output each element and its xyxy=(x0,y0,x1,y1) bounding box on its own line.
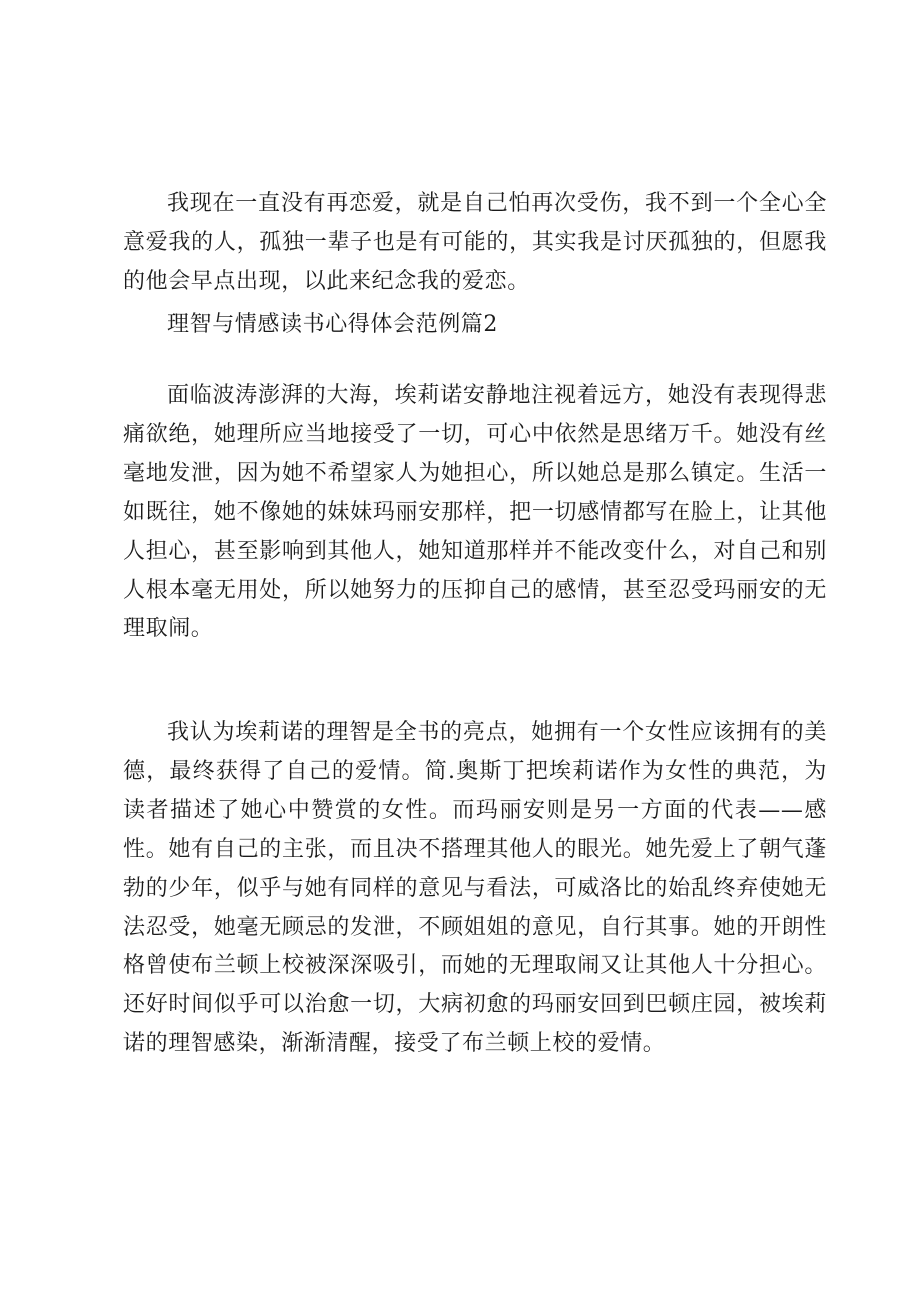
paragraph-1: 我现在一直没有再恋爱，就是自己怕再次受伤，我不到一个全心全意爱我的人，孤独一辈子也是有可能的，其实我是讨厌孤独的，但愿我的他会早点出现，以此来纪念我的爱恋。 xyxy=(123,191,827,294)
section-heading: 理智与情感读书心得体会范例篇2 xyxy=(167,312,498,337)
paragraph-2: 面临波涛澎湃的大海，埃莉诺安静地注视着远方，她没有表现得悲痛欲绝，她理所应当地接受了一切，可心中依然是思绪万千。她没有丝毫地发泄，因为她不希望家人为她担心，所以她总是那么镇定。生活一如既往，她不像她的妹妹玛丽安那样，把一切感情都写在脸上，让其他人担心，甚至影响到其他人，她知道那样并不能改变什么，对自己和别人根本毫无用处，所以她努力的压抑自己的感情，甚至忍受玛丽安的无理取闹。 xyxy=(123,383,827,642)
paragraph-3: 我认为埃莉诺的理智是全书的亮点，她拥有一个女性应该拥有的美德，最终获得了自己的爱情。简.奥斯丁把埃莉诺作为女性的典范，为读者描述了她心中赞赏的女性。而玛丽安则是另一方面的代表——感性。她有自己的主张，而且决不搭理其他人的眼光。她先爱上了朝气蓬勃的少年，似乎与她有同样的意见与看法，可威洛比的始乱终弃使她无法忍受，她毫无顾忌的发泄，不顾姐姐的意见，自行其事。她的开朗性格曾使布兰顿上校被深深吸引，而她的无理取闹又让其他人十分担心。还好时间似乎可以治愈一切，大病初愈的玛丽安回到巴顿庄园，被埃莉诺的理智感染，渐渐清醒，接受了布兰顿上校的爱情。 xyxy=(123,720,827,1057)
